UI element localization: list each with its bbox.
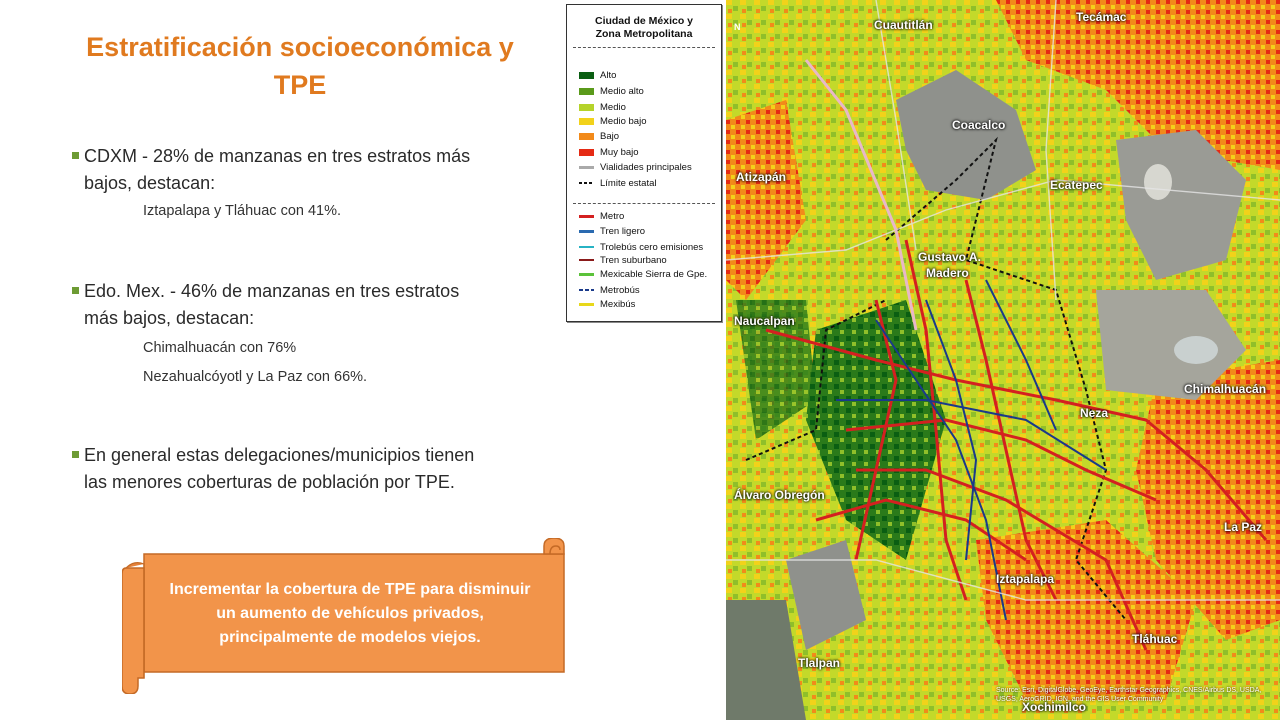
swatch-icon	[579, 118, 594, 125]
bullet-text: En general estas delegaciones/municipios tienen	[84, 445, 475, 465]
swatch-icon	[579, 149, 594, 156]
callout-line: principalmente de modelos viejos.	[219, 629, 481, 646]
legend-item-medio-alto	[579, 86, 644, 97]
road-line-icon	[579, 166, 594, 169]
place-label: Tláhuac	[1132, 632, 1178, 646]
north-arrow-icon: N	[734, 22, 741, 32]
legend-item-metro	[579, 211, 624, 222]
legend-label: Tren ligero	[600, 226, 646, 237]
bullet-marker	[72, 451, 79, 458]
legend-label: Límite estatal	[600, 178, 657, 189]
sub-item: Nezahualcóyotl y La Paz con 66%.	[143, 369, 368, 385]
suburban-train-line-icon	[579, 259, 594, 261]
legend-item-muy-bajo	[579, 147, 639, 158]
bullet-marker	[72, 287, 79, 294]
trolleybus-line-icon	[579, 246, 594, 248]
swatch-icon	[579, 72, 594, 79]
place-label: Chimalhuacán	[1184, 382, 1267, 396]
place-label: Coacalco	[952, 118, 1006, 132]
dashed-line-icon	[579, 182, 594, 184]
legend-label: Mexicable Sierra de Gpe.	[600, 269, 708, 280]
title-line-2: TPE	[273, 70, 327, 100]
legend-item-bajo	[579, 131, 619, 142]
legend-label: Medio	[600, 102, 626, 113]
legend-label: Tren suburbano	[600, 255, 667, 266]
place-label: Neza	[1080, 406, 1109, 420]
map-legend	[566, 4, 722, 322]
swatch-icon	[579, 133, 594, 140]
place-label: La Paz	[1224, 520, 1263, 534]
bullet-text: más bajos, destacan:	[84, 308, 255, 328]
place-label: Atizapán	[736, 170, 787, 184]
stratification-map	[726, 0, 1280, 720]
legend-label: Metrobús	[600, 285, 640, 296]
sub-item: Chimalhuacán con 76%	[143, 340, 297, 356]
legend-item-tren-suburbano	[579, 255, 667, 266]
legend-divider	[573, 47, 715, 48]
callout-line: un aumento de vehículos privados,	[216, 605, 484, 622]
legend-item-medio-bajo	[579, 116, 646, 127]
bullet-marker	[72, 152, 79, 159]
legend-item-state-limit	[579, 178, 657, 189]
place-label: Xochimilco	[1022, 700, 1087, 714]
legend-item-mexibus	[579, 299, 635, 310]
legend-item-medio	[579, 102, 626, 113]
title-line-1: Estratificación socioeconómica y	[86, 32, 514, 62]
bullet-text: CDXM - 28% de manzanas en tres estratos más	[84, 146, 471, 166]
cable-car-line-icon	[579, 273, 594, 276]
legend-title-line: Ciudad de México y	[594, 15, 694, 27]
legend-item-tren-ligero	[579, 226, 645, 237]
place-label: Tlalpan	[798, 656, 841, 670]
legend-item-alto	[579, 70, 616, 81]
bullet-edomex	[72, 278, 532, 332]
callout-text	[145, 578, 555, 650]
place-label: Tecámac	[1076, 10, 1127, 24]
legend-item-roads	[579, 162, 692, 173]
map-credit: Source: Esri, DigitalGlobe, GeoEye, Earthstar Geographics, CNES/Airbus DS, USDA, USGS, AeroGRID, IGN, and the GIS User Community	[996, 687, 1262, 703]
legend-label: Alto	[600, 70, 617, 81]
place-label: Cuautitlán	[874, 18, 933, 32]
callout-line: Incrementar la cobertura de TPE para disminuir	[169, 581, 531, 598]
slide-title	[60, 28, 540, 104]
legend-item-trolebus	[579, 242, 703, 253]
mexibus-line-icon	[579, 303, 594, 306]
legend-item-metrobus	[579, 285, 640, 296]
legend-label: Mexibús	[600, 299, 636, 310]
bullet-text: las menores coberturas de población por TPE.	[84, 472, 455, 492]
legend-label: Medio bajo	[600, 116, 647, 127]
place-label: Madero	[926, 266, 969, 280]
legend-label: Trolebús cero emisiones	[600, 242, 704, 253]
place-label: Iztapalapa	[996, 572, 1055, 586]
place-label: Gustavo A.	[918, 250, 981, 264]
legend-label: Vialidades principales	[600, 162, 692, 173]
legend-item-mexicable	[579, 269, 707, 280]
bullet-text: Edo. Mex. - 46% de manzanas en tres estratos	[84, 281, 460, 301]
legend-label: Bajo	[600, 131, 620, 142]
legend-label: Muy bajo	[600, 147, 639, 158]
place-label: Naucalpan	[734, 314, 795, 328]
legend-title	[567, 15, 721, 41]
legend-label: Medio alto	[600, 86, 644, 97]
legend-title-line: Zona Metropolitana	[595, 28, 693, 40]
metrobus-line-icon	[579, 289, 594, 291]
legend-divider	[573, 203, 715, 204]
metro-line-icon	[579, 215, 594, 218]
bullet-cdmx	[72, 143, 532, 197]
sub-item: Iztapalapa y Tláhuac con 41%.	[143, 203, 342, 219]
bullet-general	[72, 442, 532, 496]
swatch-icon	[579, 88, 594, 95]
swatch-icon	[579, 104, 594, 111]
place-label: Ecatepec	[1050, 178, 1103, 192]
map-image	[726, 0, 1280, 720]
legend-label: Metro	[600, 211, 625, 222]
light-rail-line-icon	[579, 230, 594, 233]
place-label: Álvaro Obregón	[734, 488, 825, 502]
bullet-text: bajos, destacan:	[84, 173, 216, 193]
